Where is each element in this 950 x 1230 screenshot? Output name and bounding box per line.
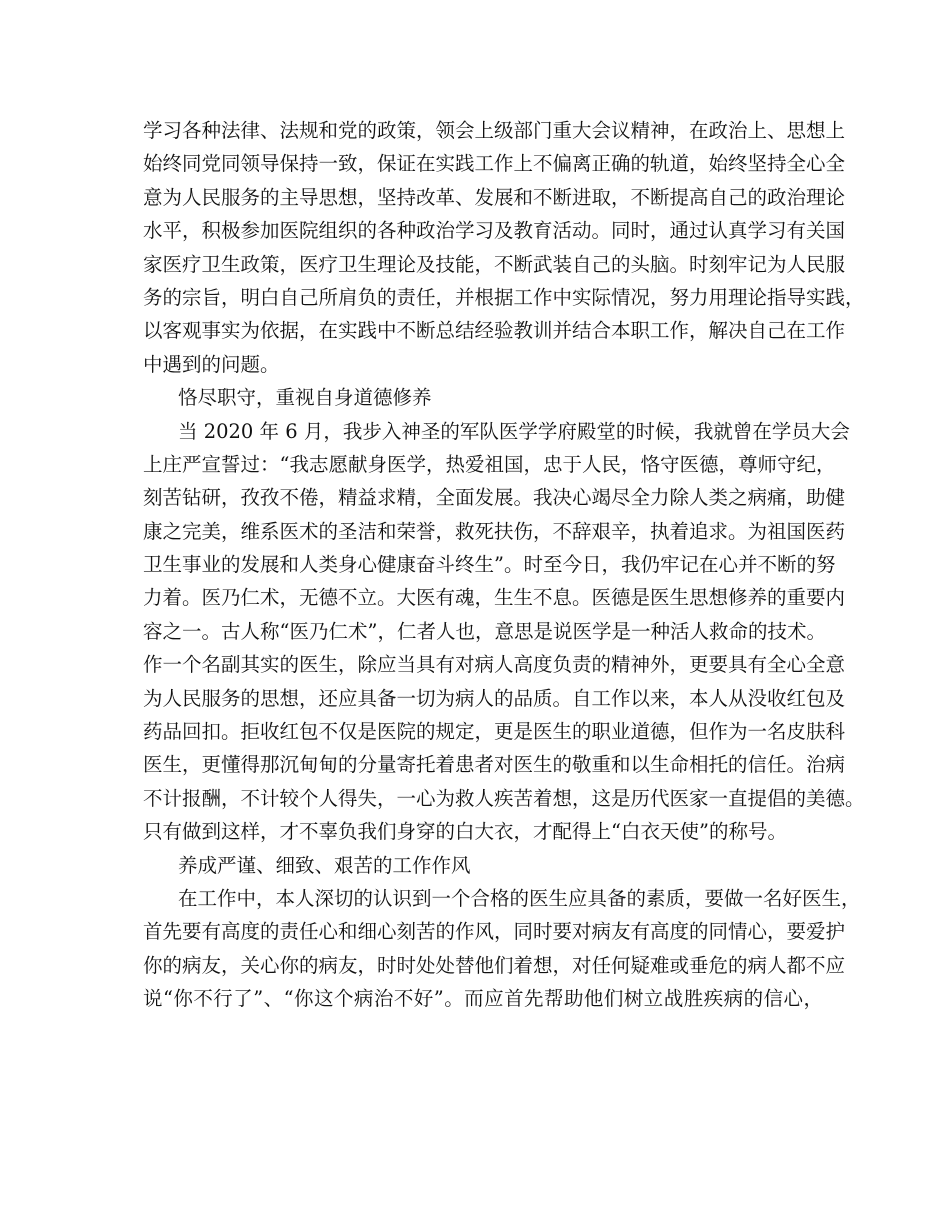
text-line: 卫生事业的发展和人类身心健康奋斗终生”。时至今日，我仍牢记在心并不断的努 <box>143 553 836 577</box>
text-line: 医生，更懂得那沉甸甸的分量寄托着患者对医生的敬重和以生命相托的信任。治病 <box>143 753 846 777</box>
text-line: 水平，积极参加医院组织的各种政治学习及教育活动。同时，通过认真学习有关国 <box>143 219 846 243</box>
text-line: 刻苦钻研，孜孜不倦，精益求精，全面发展。我决心竭尽全力除人类之病痛，助健 <box>143 486 846 510</box>
text-line: 以客观事实为依据，在实践中不断总结经验教训并结合本职工作，解决自己在工作 <box>143 319 846 343</box>
text-line: 说“你不行了”、“你这个病治不好”。而应首先帮助他们树立战胜疾病的信心， <box>143 987 823 1011</box>
text-line: 上庄严宣誓过：“我志愿献身医学，热爱祖国，忠于人民，恪守医德，尊师守纪， <box>143 452 836 476</box>
text-line: 不计报酬，不计较个人得失，一心为救人疾苦着想，这是历代医家一直提倡的美德。 <box>143 786 865 810</box>
text-line: 首先要有高度的责任心和细心刻苦的作风，同时要对病友有高度的同情心，要爱护 <box>143 920 846 944</box>
text-line: 容之一。古人称“医乃仁术”，仁者人也，意思是说医学是一种活人救命的技术。 <box>143 619 826 643</box>
paragraph-first-line: 当 2020 年 6 月，我步入神圣的军队医学学府殿堂的时候，我就曾在学员大会 <box>178 419 850 443</box>
text-line: 为人民服务的思想，还应具备一切为病人的品质。自工作以来，本人从没收红包及 <box>143 686 846 710</box>
text-line: 中遇到的问题。 <box>143 352 280 376</box>
text-line: 学习各种法律、法规和党的政策，领会上级部门重大会议精神，在政治上、思想上 <box>143 119 846 142</box>
text-line: 作一个名副其实的医生，除应当具有对病人高度负责的精神外，更要具有全心全意 <box>143 653 846 677</box>
text-line: 家医疗卫生政策，医疗卫生理论及技能，不断武装自己的头脑。时刻牢记为人民服 <box>143 252 846 276</box>
document-page <box>143 114 865 1016</box>
paragraph-first-line: 在工作中，本人深切的认识到一个合格的医生应具备的素质，要做一名好医生， <box>178 886 861 910</box>
section-heading: 恪尽职守，重视自身道德修养 <box>178 386 432 410</box>
text-line: 只有做到这样，才不辜负我们身穿的白大衣，才配得上“白衣天使”的称号。 <box>143 820 787 844</box>
text-line: 你的病友，关心你的病友，时时处处替他们着想，对任何疑难或垂危的病人都不应 <box>143 953 846 977</box>
text-line: 意为人民服务的主导思想，坚持改革、发展和不断进取，不断提高自己的政治理论 <box>143 185 846 209</box>
text-line: 药品回扣。拒收红包不仅是医院的规定，更是医生的职业道德，但作为一名皮肤科 <box>143 720 846 744</box>
text-line: 务的宗旨，明白自己所肩负的责任，并根据工作中实际情况，努力用理论指导实践， <box>143 285 865 309</box>
section-heading: 养成严谨、细致、艰苦的工作作风 <box>178 853 471 877</box>
text-line: 始终同党同领导保持一致，保证在实践工作上不偏离正确的轨道，始终坚持全心全 <box>143 152 846 176</box>
text-line: 力着。医乃仁术，无德不立。大医有魂，生生不息。医德是医生思想修养的重要内 <box>143 586 846 610</box>
text-line: 康之完美，维系医术的圣洁和荣誉，救死扶伤，不辞艰辛，执着追求。为祖国医药 <box>143 519 846 543</box>
